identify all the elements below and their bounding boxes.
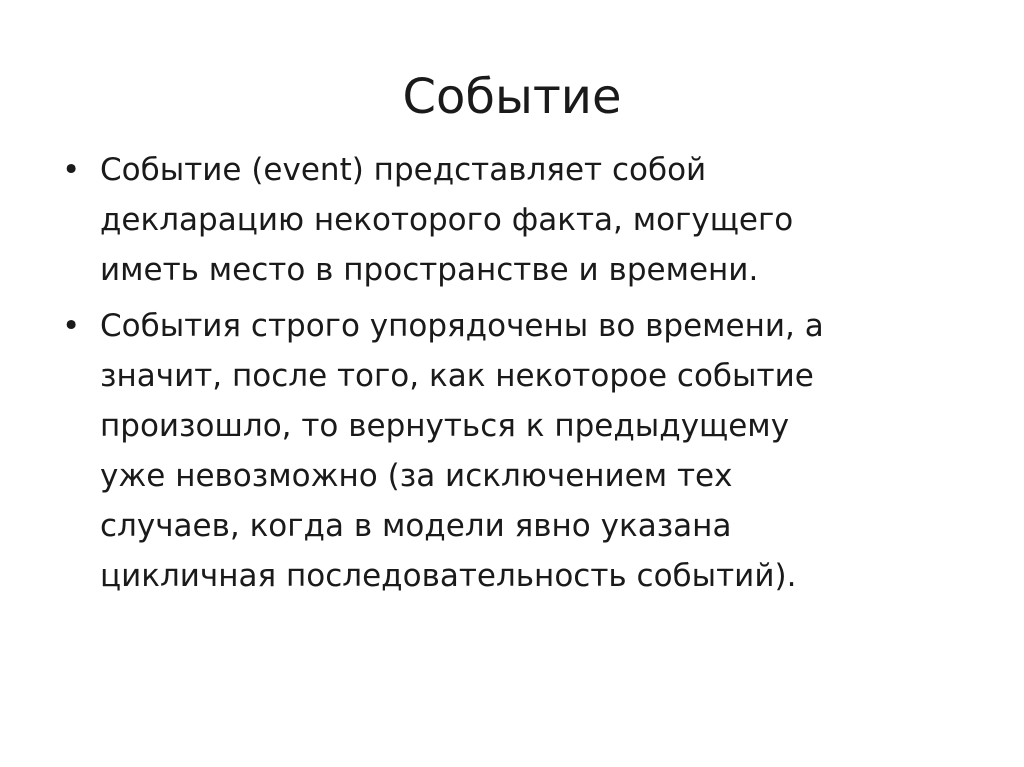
bullet-line: значит, после того, как некоторое событие [100,358,814,394]
bullet-item-event-ordering [60,301,980,601]
slide-title: Событие [402,69,622,125]
bullet-line: уже невозможно (за исключением тех [100,458,733,494]
bullet-line: цикличная последовательность событий). [100,558,797,594]
bullet-line: произошло, то вернуться к предыдущему [100,408,790,444]
bullet-line: События строго упорядочены во времени, а [100,308,824,344]
bullet-point-icon: • [62,152,81,188]
bullet-line: декларацию некоторого факта, могущего [100,202,794,238]
bullet-list [60,145,980,607]
bullet-line: Событие (event) представляет собой [100,152,707,188]
bullet-point-icon: • [62,308,81,344]
bullet-item-event-definition [60,145,980,295]
bullet-line: случаев, когда в модели явно указана [100,508,732,544]
bullet-line: иметь место в пространстве и времени. [100,252,759,288]
